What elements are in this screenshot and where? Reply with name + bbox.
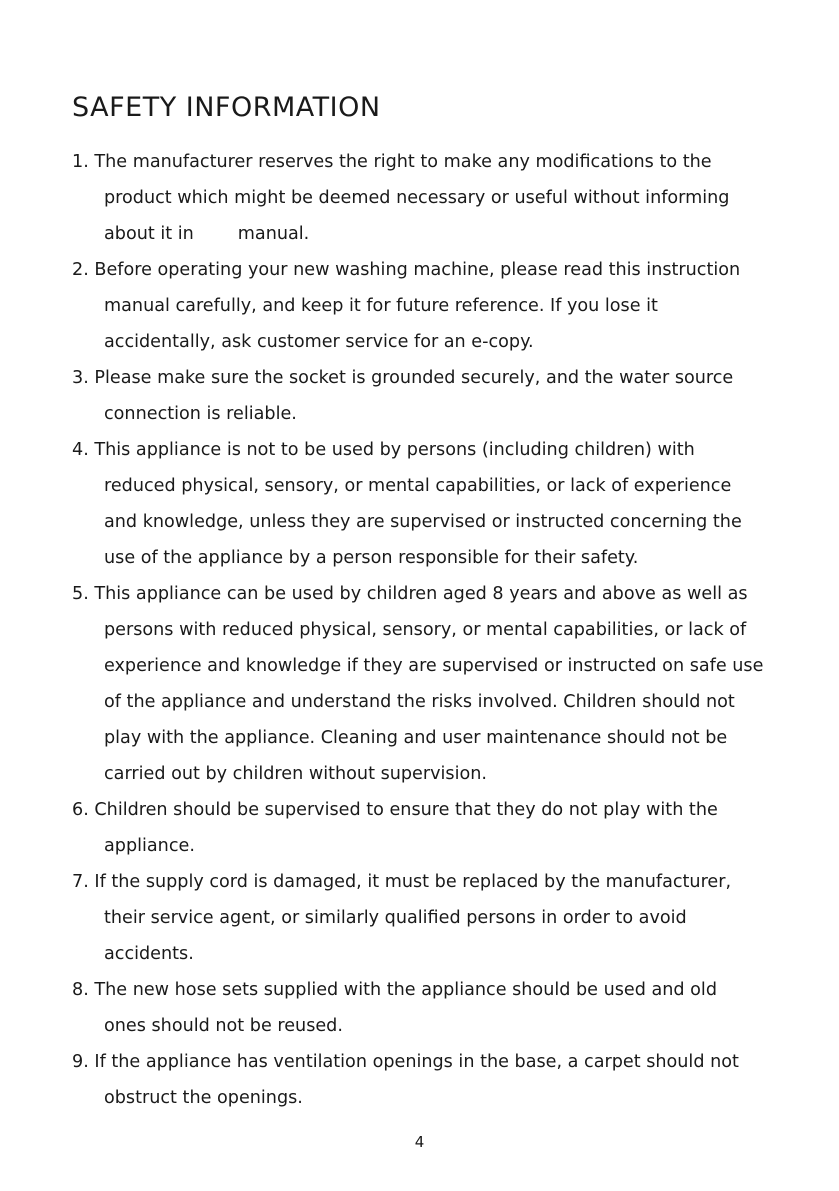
safety-item-5 (72, 576, 782, 792)
safety-item-line: of the appliance and understand the risks involved. Children should not (104, 692, 735, 712)
safety-item-line: ones should not be reused. (104, 1016, 343, 1036)
safety-item-1 (72, 144, 782, 252)
page-title: SAFETY INFORMATION (72, 92, 381, 123)
safety-item-6 (72, 792, 782, 864)
safety-item-line: their service agent, or similarly qualified persons in order to avoid (104, 908, 687, 928)
safety-item-line: 5. This appliance can be used by children aged 8 years and above as well as (72, 584, 748, 604)
safety-item-9 (72, 1044, 782, 1116)
safety-item-2 (72, 252, 782, 360)
safety-item-line: appliance. (104, 836, 195, 856)
safety-item-line: experience and knowledge if they are supervised or instructed on safe use (104, 656, 764, 676)
safety-item-line: 4. This appliance is not to be used by persons (including children) with (72, 440, 695, 460)
safety-item-line: play with the appliance. Cleaning and user maintenance should not be (104, 728, 728, 748)
safety-item-8 (72, 972, 782, 1044)
safety-item-line: use of the appliance by a person responsible for their safety. (104, 548, 639, 568)
safety-item-line: 3. Please make sure the socket is grounded securely, and the water source (72, 368, 734, 388)
safety-item-line: 2. Before operating your new washing machine, please read this instruction (72, 260, 741, 280)
safety-item-line (72, 216, 782, 252)
page-number: 4 (414, 1133, 425, 1151)
safety-item-7 (72, 864, 782, 972)
safety-item-line: 1. The manufacturer reserves the right to make any modifications to the (72, 152, 712, 172)
safety-item-line: reduced physical, sensory, or mental capabilities, or lack of experience (104, 476, 732, 496)
safety-item-line: 9. If the appliance has ventilation openings in the base, a carpet should not (72, 1052, 739, 1072)
safety-item-text-part: about it in (104, 224, 194, 244)
safety-item-line: accidentally, ask customer service for an e-copy. (104, 332, 534, 352)
safety-item-3 (72, 360, 782, 432)
safety-item-line: 7. If the supply cord is damaged, it must be replaced by the manufacturer, (72, 872, 732, 892)
safety-item-line: connection is reliable. (104, 404, 297, 424)
safety-item-line: and knowledge, unless they are supervised or instructed concerning the (104, 512, 742, 532)
safety-item-line: persons with reduced physical, sensory, or mental capabilities, or lack of (104, 620, 747, 640)
safety-item-text-part: manual. (237, 224, 310, 244)
safety-item-line: 6. Children should be supervised to ensure that they do not play with the (72, 800, 718, 820)
safety-item-line: obstruct the openings. (104, 1088, 303, 1108)
safety-list (72, 144, 782, 1116)
safety-item-line: manual carefully, and keep it for future reference. If you lose it (104, 296, 658, 316)
safety-item-4 (72, 432, 782, 576)
safety-item-line: 8. The new hose sets supplied with the appliance should be used and old (72, 980, 717, 1000)
safety-item-line: accidents. (104, 944, 194, 964)
safety-item-line: carried out by children without supervision. (104, 764, 487, 784)
safety-item-line: product which might be deemed necessary or useful without informing (104, 188, 730, 208)
